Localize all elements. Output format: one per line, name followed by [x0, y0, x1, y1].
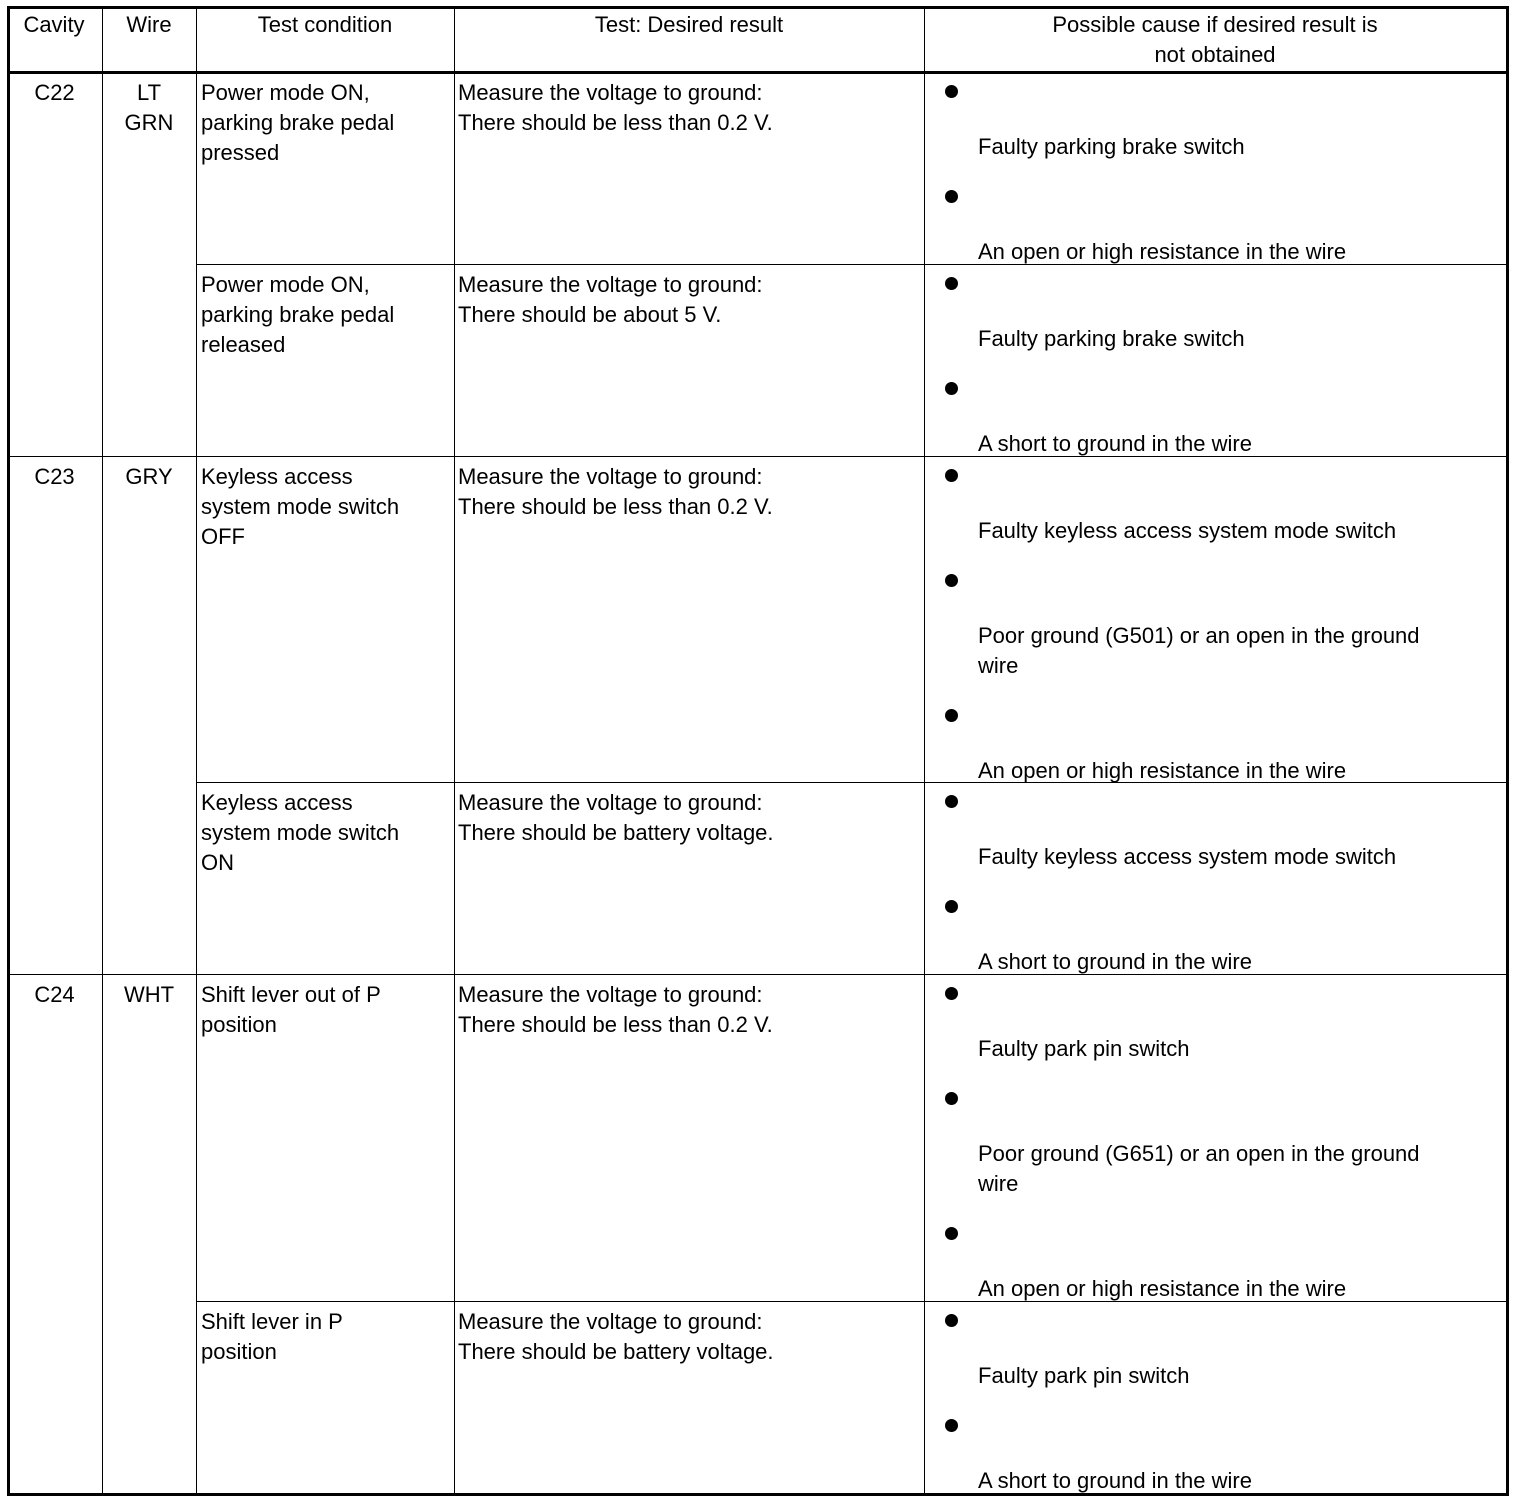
test-condition-cell: Keyless access system mode switch ON [201, 790, 400, 875]
column-divider [102, 6, 103, 1493]
bullet-icon [945, 1314, 958, 1327]
table-border-left [7, 6, 10, 1496]
possible-cause-item: A short to ground in the wire [978, 1468, 1252, 1493]
bullet-icon [945, 574, 958, 587]
test-condition-cell: Shift lever out of P position [201, 982, 381, 1037]
desired-result-cell: Measure the voltage to ground: There should be less than 0.2 V. [458, 982, 773, 1037]
header-divider [7, 71, 1508, 74]
possible-cause-item: Poor ground (G501) or an open in the ground wire [978, 623, 1420, 678]
wire-cell: GRY [125, 464, 173, 489]
desired-result-cell: Measure the voltage to ground: There should be less than 0.2 V. [458, 464, 773, 519]
bullet-icon [945, 277, 958, 290]
table-border-right [1506, 6, 1509, 1496]
bullet-icon [945, 795, 958, 808]
desired-result-cell: Measure the voltage to ground: There should be battery voltage. [458, 1309, 774, 1364]
bullet-icon [945, 1419, 958, 1432]
desired-result-cell: Measure the voltage to ground: There should be battery voltage. [458, 790, 774, 845]
cavity-cell: C23 [34, 464, 75, 489]
header-possible-cause: Possible cause if desired result is not obtained [1052, 12, 1378, 67]
possible-cause-item: Faulty park pin switch [978, 1036, 1190, 1061]
possible-cause-item: An open or high resistance in the wire [978, 758, 1347, 783]
bullet-icon [945, 382, 958, 395]
column-divider [454, 6, 455, 1493]
bullet-icon [945, 469, 958, 482]
test-condition-cell: Keyless access system mode switch OFF [201, 464, 400, 549]
bullet-icon [945, 190, 958, 203]
desired-result-cell: Measure the voltage to ground: There should be less than 0.2 V. [458, 80, 773, 135]
cavity-cell: C24 [34, 982, 75, 1007]
possible-cause-item: Faulty parking brake switch [978, 326, 1245, 351]
header-wire: Wire [126, 12, 172, 37]
possible-cause-item: Faulty keyless access system mode switch [978, 518, 1397, 543]
column-divider [924, 6, 925, 1493]
test-condition-cell: Shift lever in P position [201, 1309, 343, 1364]
possible-cause-item: An open or high resistance in the wire [978, 1276, 1347, 1301]
bullet-icon [945, 85, 958, 98]
possible-cause-item: Poor ground (G651) or an open in the ground wire [978, 1141, 1420, 1196]
wire-cell: LT GRN [124, 80, 174, 135]
table-border-top [7, 6, 1508, 9]
header-cavity: Cavity [23, 12, 85, 37]
possible-cause-item: Faulty keyless access system mode switch [978, 844, 1397, 869]
possible-cause-item: A short to ground in the wire [978, 431, 1252, 456]
bullet-icon [945, 1227, 958, 1240]
possible-cause-item: Faulty park pin switch [978, 1363, 1190, 1388]
test-condition-cell: Power mode ON, parking brake pedal released [201, 272, 395, 357]
header-desired-result: Test: Desired result [594, 12, 784, 37]
bullet-icon [945, 987, 958, 1000]
test-condition-cell: Power mode ON, parking brake pedal pressed [201, 80, 395, 165]
bullet-icon [945, 1092, 958, 1105]
possible-cause-item: A short to ground in the wire [978, 949, 1252, 974]
wire-cell: WHT [123, 982, 175, 1007]
cavity-cell: C22 [34, 80, 75, 105]
bullet-icon [945, 900, 958, 913]
possible-cause-item: Faulty parking brake switch [978, 134, 1245, 159]
desired-result-cell: Measure the voltage to ground: There should be about 5 V. [458, 272, 763, 327]
bullet-icon [945, 709, 958, 722]
possible-cause-item: An open or high resistance in the wire [978, 239, 1347, 264]
column-divider [196, 6, 197, 1493]
header-test-condition: Test condition [257, 12, 393, 37]
